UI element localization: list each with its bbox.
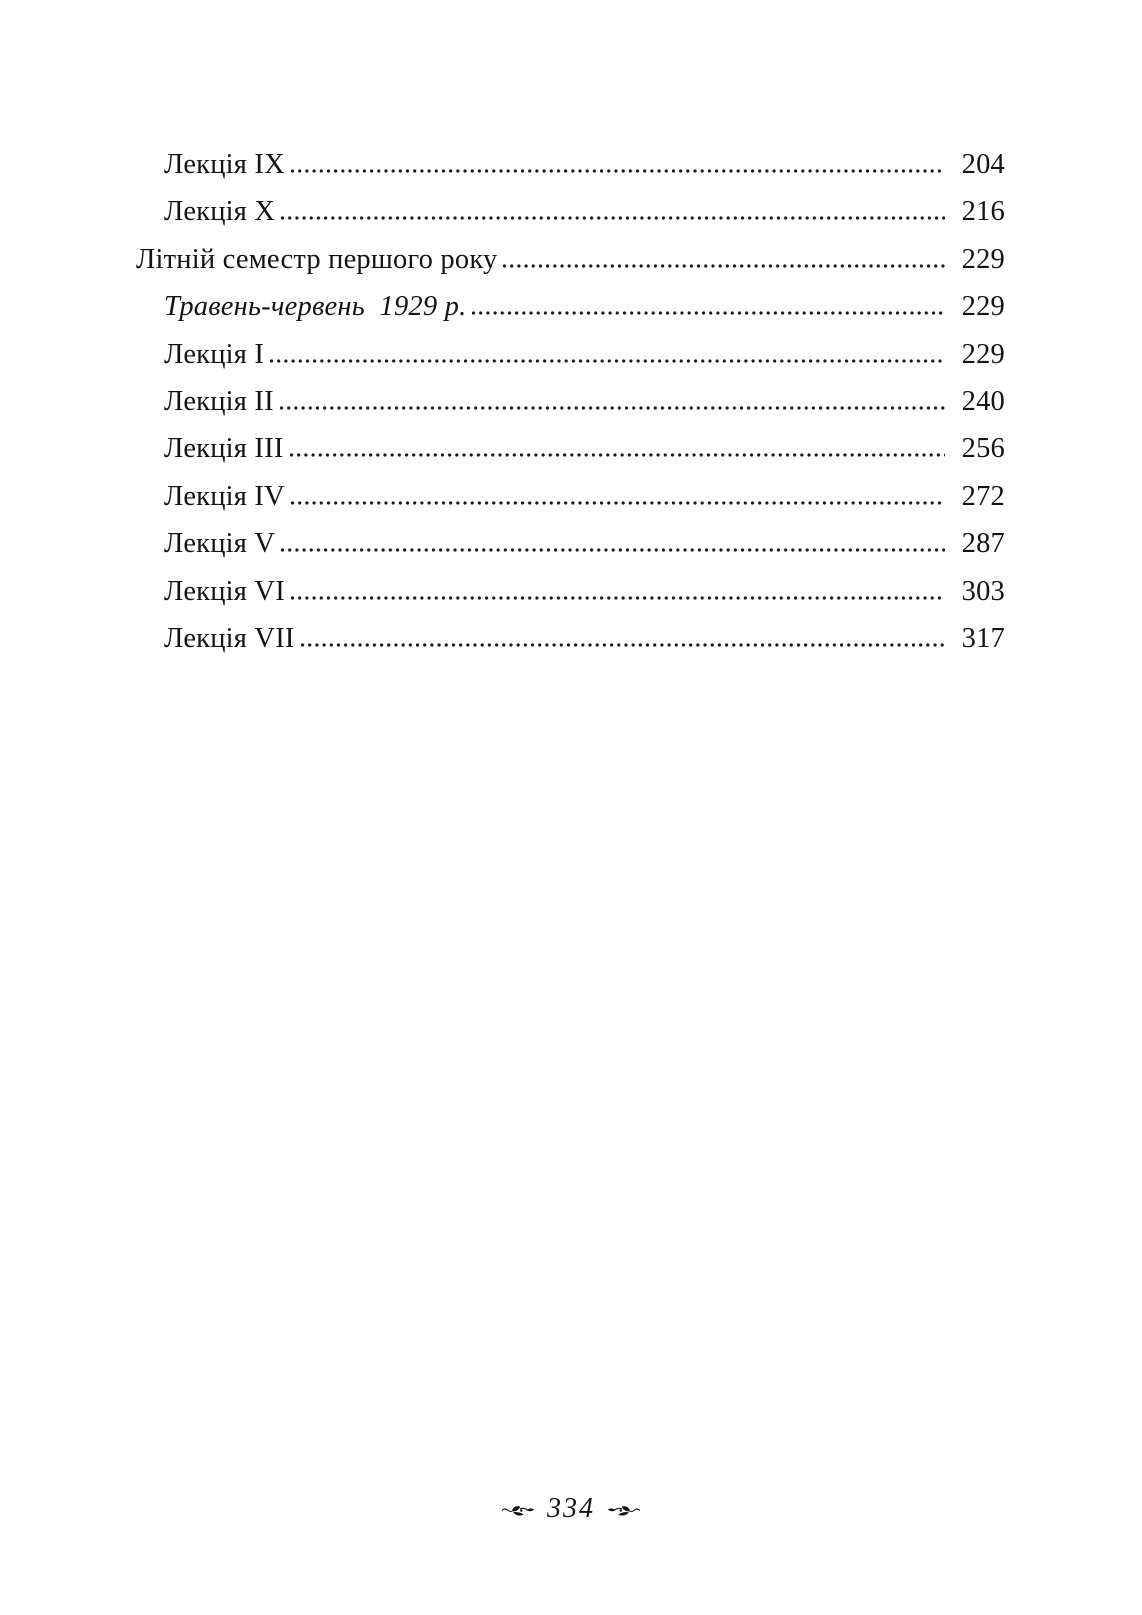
floral-vine-right-icon [607,1504,641,1519]
toc-entry-page: 229 [961,243,1005,275]
dot-leader [290,453,945,457]
dot-leader [281,216,945,220]
dot-leader [280,406,945,410]
dot-leader [301,643,945,647]
toc-entry-page: 303 [961,575,1005,607]
toc-entry [136,141,1005,188]
toc-entry-page: 229 [961,291,1005,323]
dot-leader [270,359,945,363]
toc-entry [136,615,1005,662]
floral-vine-left-icon [501,1504,535,1519]
table-of-contents [136,141,1005,662]
toc-entry-page: 317 [961,622,1005,654]
toc-entry-label: Лекція II [164,385,274,417]
toc-entry [136,378,1005,425]
toc-entry-page: 272 [961,480,1005,512]
dot-leader [291,596,945,600]
page-number: 334 [547,1493,595,1524]
toc-entry-page: 216 [961,196,1005,228]
dot-leader [291,501,945,505]
dot-leader [503,264,945,268]
toc-entry [136,568,1005,615]
toc-entry-label: Травень-червень 1929 р. [164,291,467,323]
toc-entry [136,236,1005,283]
toc-entry-label: Лекція VI [164,575,285,607]
toc-entry [136,188,1005,235]
toc-entry-page: 204 [961,149,1005,180]
toc-entry-label: Лекція X [164,196,276,228]
toc-entry [136,473,1005,520]
toc-entry [136,331,1005,378]
toc-entry-label: Літній семестр першого року [136,243,498,275]
toc-entry-page: 240 [961,385,1005,417]
toc-entry-page: 256 [961,433,1005,465]
toc-entry-label: Лекція IV [164,480,285,512]
toc-entry-label: Лекція IX [164,149,285,180]
dot-leader [291,169,945,173]
toc-entry [136,425,1005,472]
toc-entry-label: Лекція V [164,528,276,560]
dot-leader [281,548,945,552]
toc-entry-label: Лекція III [164,433,284,465]
toc-entry [136,520,1005,567]
page-footer [0,1494,1142,1524]
toc-entry-label: Лекція I [164,338,265,370]
toc-entry-page: 287 [961,528,1005,560]
toc-entry-page: 229 [961,338,1005,370]
dot-leader [472,311,945,315]
toc-entry [136,283,1005,330]
toc-entry-label: Лекція VII [164,622,295,654]
